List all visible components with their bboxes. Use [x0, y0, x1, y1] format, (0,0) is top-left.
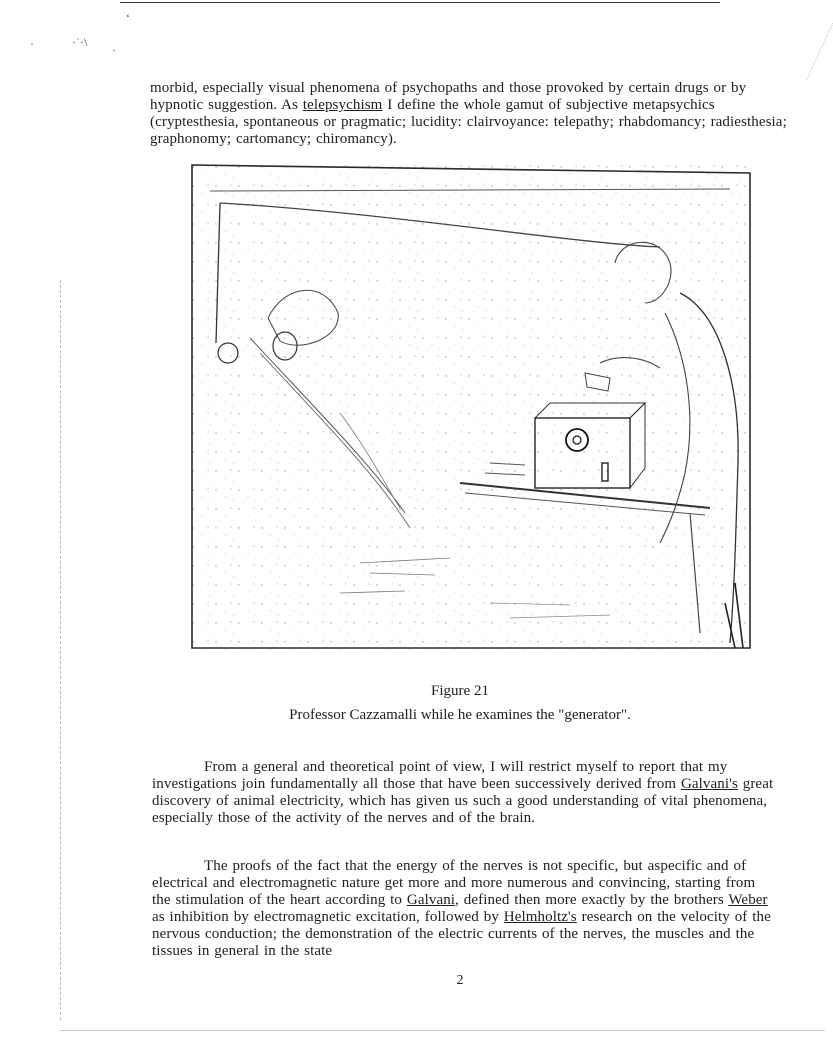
page-border-top [120, 2, 720, 3]
paragraph-proofs [152, 858, 774, 960]
name-galvani: Galvani's [680, 776, 738, 792]
scan-speck: ·˙·\ [72, 35, 88, 49]
page-border-left [60, 280, 61, 1020]
term-telepsychism: telepsychism [302, 97, 383, 113]
figure-21-photo [190, 163, 752, 650]
proofs-text-4: research on the velocity of the nervous conduction; the demonstration of the electric currents of the nerves, the muscles and the tissues in general in the state [152, 909, 771, 959]
page-border-bottom [60, 1030, 825, 1031]
theory-text-1: From a general and theoretical point of view, I will restrict myself to report that my investigations join fundamentally all those that have been successively derived from [152, 759, 728, 792]
page-number: 2 [456, 973, 464, 988]
proofs-text-1: The proofs of the fact that the energy of the nerves is not specific, but aspecific and of electrical and electromagnetic nature get more and more numerous and convincing, starting from the stimulation of the heart according to [152, 858, 756, 908]
page-border-corner [766, 20, 833, 80]
intro-text-1: morbid, especially visual phenomena of psychopaths and those provoked by certain drugs or by hypnotic suggestion. As [150, 80, 747, 113]
paragraph-theory [152, 759, 774, 827]
intro-text-2: I define the whole gamut of subjective metapsychics (cryptesthesia, spontaneous or pragmatic; lucidity: clairvoyance: telepathy; rhabdomancy; radiesthesia; graphonomy; cartomancy; chiromancy). [150, 97, 787, 147]
proofs-text-3: as inhibition by electromagnetic excitation, followed by [152, 909, 504, 925]
figure-label: Figure 21 [431, 683, 489, 699]
scan-speck: ‘ [126, 11, 130, 25]
scan-speck: · [30, 37, 34, 51]
paragraph-intro [150, 80, 790, 148]
scan-speck: · [112, 43, 116, 57]
photo-illustration [190, 163, 752, 650]
figure-caption: Professor Cazzamalli while he examines the "generator". [289, 707, 631, 723]
proofs-text-2: , defined then more exactly by the brothers [455, 892, 729, 908]
name-galvani: Galvani [406, 892, 456, 908]
name-helmholtz: Helmholtz's [503, 909, 577, 925]
name-weber: Weber [728, 892, 768, 908]
theory-text-2: great discovery of animal electricity, which has given us such a good understanding of vital phenomena, especially those of the activity of the nerves and of the brain. [152, 776, 774, 826]
